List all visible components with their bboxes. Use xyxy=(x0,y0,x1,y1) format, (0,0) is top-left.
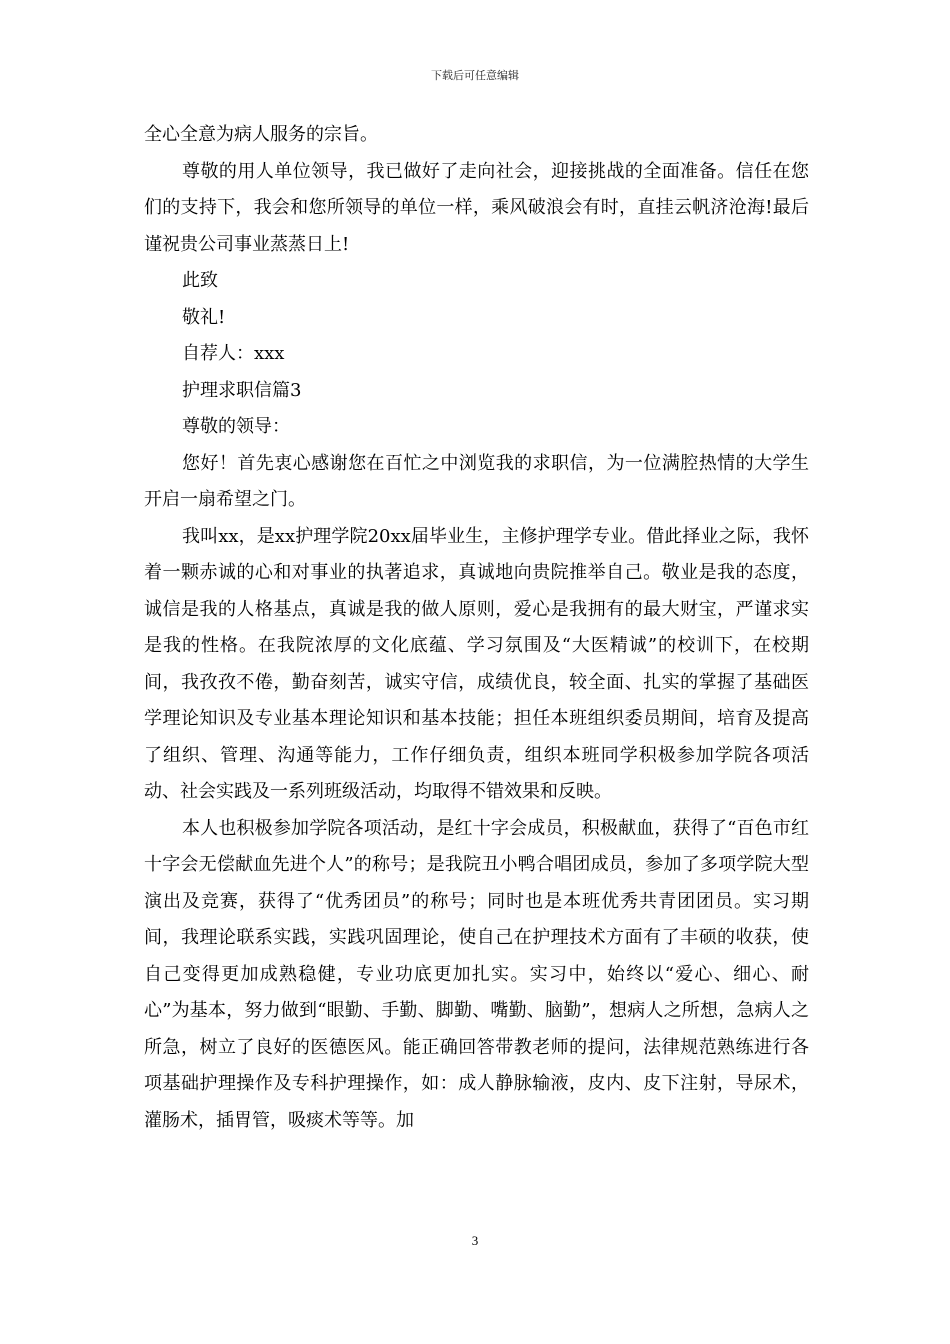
section-title: 护理求职信篇3 xyxy=(182,379,302,401)
paragraph-self-intro: 我叫xx，是xx护理学院20xx届毕业生，主修护理学专业。借此择业之际，我怀着一颗赤诚的心和对事业的执著追求，真诚地向贵院推举自己。敬业是我的态度，诚信是我的人格基点，真诚是我的做人原则，爱心是我拥有的最大财宝，严谨求实是我的性格。在我院浓厚的文化底蕴、学习氛围及“大医精诚”的校训下，在校期间，我孜孜不倦，勤奋刻苦，诚实守信，成绩优良，较全面、扎实的掌握了基础医学理论知识及专业基本理论知识和基本技能；担任本班组织委员期间，培育及提高了组织、管理、沟通等能力，工作仔细负责，组织本班同学积极参加学院各项活动、社会实践及一系列班级活动，均取得不错效果和反映。 xyxy=(144,525,809,802)
paragraph-activities: 本人也积极参加学院各项活动，是红十字会成员，积极献血，获得了“百色市红十字会无偿献血先进个人”的称号；是我院丑小鸭合唱团成员，参加了多项学院大型演出及竞赛，获得了“优秀团员”的称号；同时也是本班优秀共青团团员。实习期间，我理论联系实践，实践巩固理论，使自己在护理技术方面有了丰硕的收获，使自己变得更加成熟稳健，专业功底更加扎实。实习中，始终以“爱心、细心、耐心”为基本，努力做到“眼勤、手勤、脚勤、嘴勤、脑勤”，想病人之所想，急病人之所急，树立了良好的医德医风。能正确回答带教老师的提问，法律规范熟练进行各项基础护理操作及专科护理操作，如：成人静脉输液，皮内、皮下注射，导尿术，灌肠术，插胃管，吸痰术等等。加 xyxy=(144,817,809,1131)
page-number: 3 xyxy=(471,1233,479,1248)
header-note: 下载后可任意编辑 xyxy=(431,69,519,82)
paragraph-1: 全心全意为病人服务的宗旨。 xyxy=(144,124,378,145)
signature-line: 自荐人：xxx xyxy=(182,343,285,364)
closing-regards: 敬礼! xyxy=(182,306,226,328)
document-body xyxy=(144,117,809,1139)
paragraph-intro: 您好！首先衷心感谢您在百忙之中浏览我的求职信，为一位满腔热情的大学生开启一扇希望之门。 xyxy=(144,452,809,510)
greeting: 尊敬的领导： xyxy=(182,416,290,437)
paragraph-2: 尊敬的用人单位领导，我已做好了走向社会，迎接挑战的全面准备。信任在您们的支持下，我会和您所领导的单位一样，乘风破浪会有时，直挂云帆济沧海!最后谨祝贵公司事业蒸蒸日上! xyxy=(144,160,809,255)
closing-salutation: 此致 xyxy=(182,270,218,291)
